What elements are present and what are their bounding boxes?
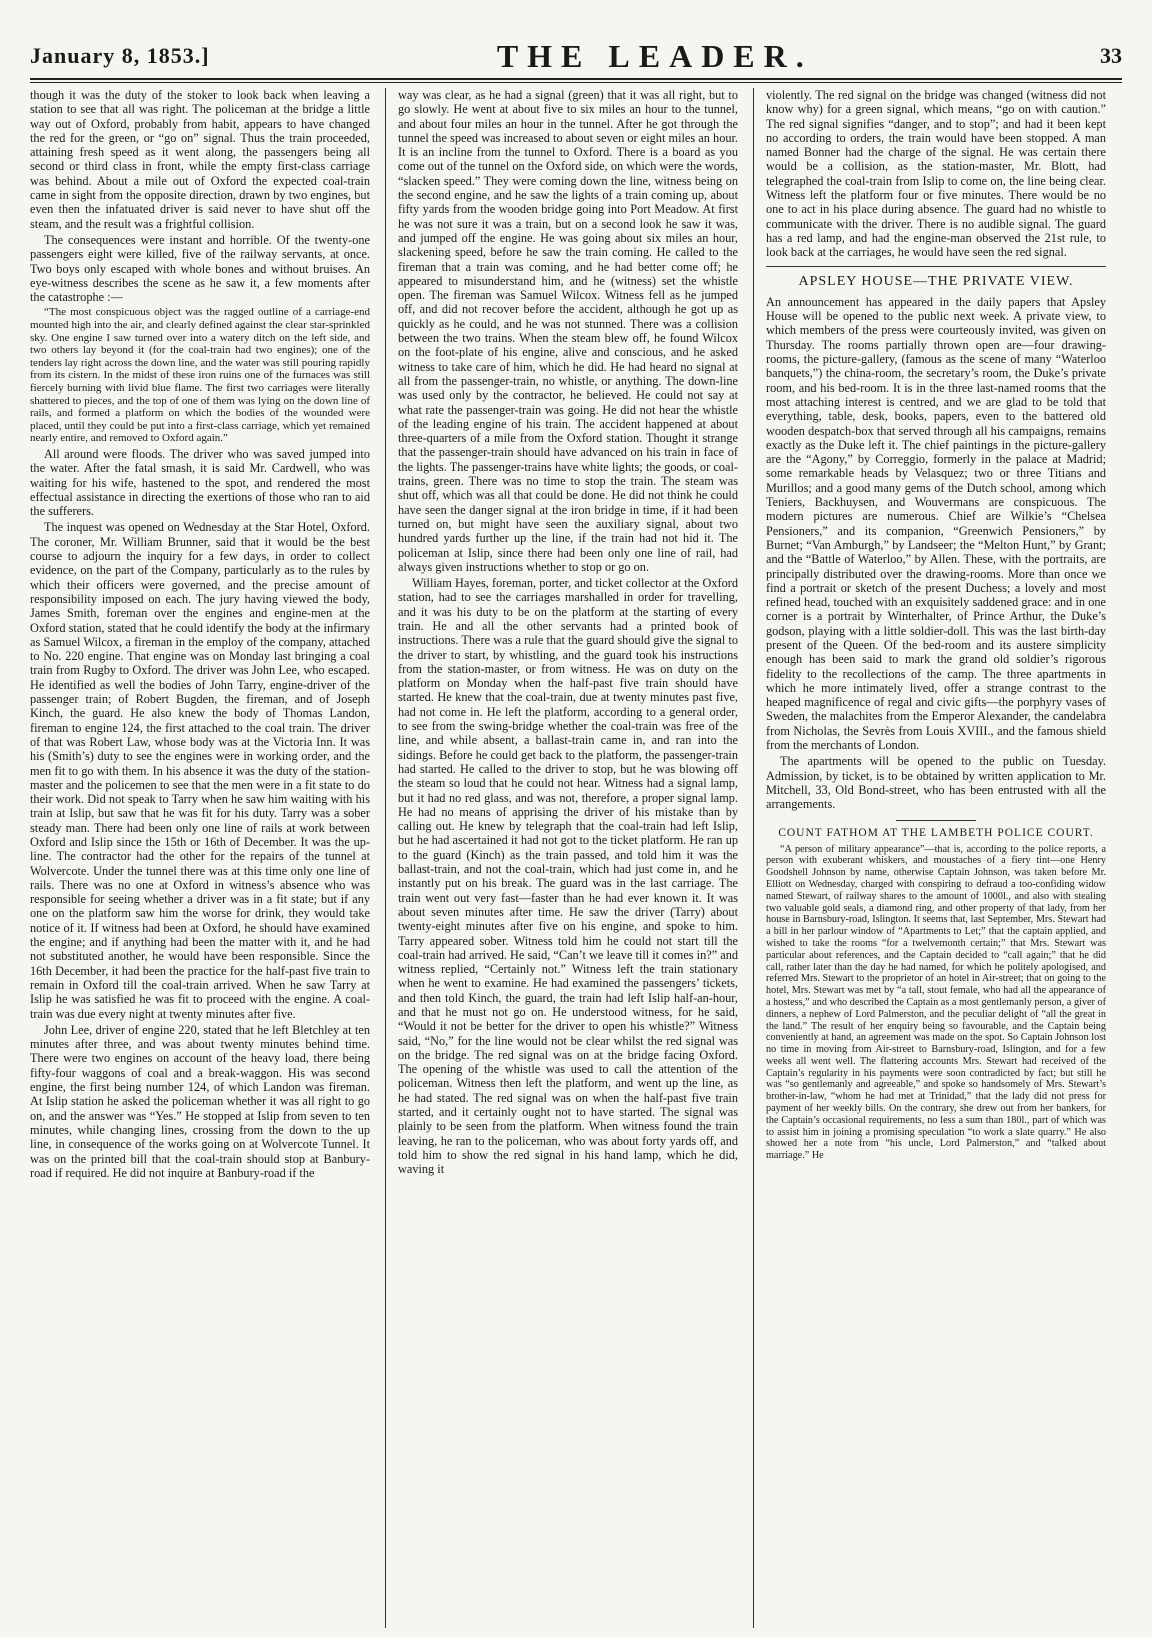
issue-date: January 8, 1853.] [30, 43, 210, 68]
col3-paragraph-4: “A person of military appearance”—that is, according to the police reports, a person with exuberant whiskers, and moustaches of a fiery tint—one Henry Goodshell Johnson by name, otherwise Captain Johnson, was taken before Mr. Elliott on Wednesday, charged with conspiring to defraud a too-confiding widow named Stewart, of railway shares to the amount of 1000l., and also with stealing two valuable gold seals, a diamond ring, and other property of that lady, from her house in Barnsbury-road, Islington. It seems that, last September, Mrs. Stewart had a bill in her parlour window of “Apartments to Let;” that the captain applied, and wished to take the rooms “for a twelvemonth certain;” that Mrs. Stewart was particular about references, and the Captain decided to “call again;” that he did call, rather later than the day he had named, for which he politely apologised, and referred Mrs. Stewart to the proprietor of an hotel in Air-street; that on going to the hotel, Mrs. Stewart was met by “a tall, stout female, who had all the appearance of a hostess,” and who described the Captain as a most gentlemanly person, a giver of dinners, a nephew of Lord Palmerston, and the peculiar delight of “all the great in the land.” The result of her enquiry being so favourable, and the Captain being conveniently at hand, an agreement was made on the spot. So Captain Johnson lost no time in moving from Air-street to Barnsbury-road, Islington, and for a few weeks all went well. The flattering accounts Mrs. Stewart had received of the Captain’s regularity in his payments were soon contradicted by fact; but still he was “so gentlemanly and agreeable,” and spoke so handsomely of Mrs. Stewart’s brother-in-law, “whom he had met at Trinidad,” that the lady did not press for payment of her weekly bills. On the contrary, she drew out from her bankers, for the Captain’s occasional requirements, no less a sum than 180l., part of which was to assist him in joining a promising speculation “to work a slate quarry.” He also showed her a note from “his uncle, Lord Palmerston,” and “talked about marriage.” He [766, 843, 1106, 1162]
col2-paragraph-2: William Hayes, foreman, porter, and ticket collector at the Oxford station, had to see the carriages marshalled in order for travelling, and it was his duty to be on the platform at the starting of every train. He and all the other servants had a printed book of instructions. There was a rule that the guard should give the signal to the driver to start, by whistling, and the guard took his instructions from the station-master, or from witness. He was on duty on the platform on Monday when the half-past five train should have started. He knew that the coal-train, due at twenty minutes past five, had not come in. He left the platform, according to a general order, to see from the swing-bridge whether the coal-train was free of the line, and while absent, a ballast-train came in, and ran into the sidings. Before he could get back to the platform, the passenger-train had started. He called to the driver to stop, but he was blowing off the steam so loud that he could not hear. Witness had a signal lamp, but it had no red glass, and was not, therefore, a proper signal lamp. He had no means of apprising the driver of his mistake than by calling out. He knew by telegraph that the coal-train had left Islip, but he had ascertained it had not got to the ticket platform. He ran up to the guard (Kinch) as the train passed, and told him it was the ballast-train, and not the coal-train, which had just come in, and he instantly put on his break. The guard was in the last carriage. The train went out very fast—faster than he had ever known it. It was about seven minutes after time. He saw the driver (Tarry) about twenty-eight minutes after five on his engine, and spoke to him. Tarry appeared sober. Witness told him he could not start till the coal-train had arrived. He said, “Can’t we leave till it comes in?” and witness replied, “Certainly not.” Witness left the train stationary when he went to examine. He had examined the passengers’ tickets, and then told Kinch, the guard, the train had left Islip half-an-hour, and that he must not go on. He understood witness, for he said, “Would it not be better for the driver to open his whistle?” Witness said, “No,” for the line would not be clear whilst the red signal was on the bridge. The red signal was on at the bridge facing Oxford. The opening of the whistle was used to call the attention of the policeman. Witness then left the platform, and went up the line, as he had stated. The red signal was on when the half-past five train started, and it certainly ought not to have started. The signal was plainly to be seen from the platform. When witness found the train leaving, he ran to the policeman, who was about forty yards off, and told him to show the red signal in his hand lamp, which he did, waving it [398, 576, 738, 1177]
article-columns [30, 88, 1122, 1628]
col1-paragraph-3: All around were floods. The driver who was saved jumped into the water. After the fatal smash, it is said Mr. Cardwell, who was waiting for his wife, hastened to the spot, and rendered the most effectual assistance in directing the exertions of those who ran to aid the sufferers. [30, 446, 370, 519]
apsley-house-heading: APSLEY HOUSE—THE PRIVATE VIEW. [798, 273, 1074, 289]
col3-paragraph-3: The apartments will be opened to the public on Tuesday. Admission, by ticket, is to be obtained by written application to Mr. Mitchell, 33, Old Bond-street, who has been entrusted with all the arrangements. [766, 754, 1106, 812]
column-divider-1 [385, 88, 386, 1628]
col1-paragraph-1: though it was the duty of the stoker to look back when leaving a station to see that all was right. The policeman at the bridge a little way out of Oxford, probably from habit, appears to have changed the red for the green, or “go on” signal. Thus the train proceeded, attaining fresh speed as it went along, the passengers being all second or third class in front, while the empty first-class carriage was behind. About a mile out of Oxford the expected coal-train came in sight from the opposite direction, drawn by two engines, but even then the infatuated driver is said never to have shut off the steam, and the result was a frightful collision. [30, 88, 370, 231]
masthead-rule-thin [30, 82, 1122, 83]
column-1 [30, 88, 370, 1628]
column-2 [398, 88, 738, 1628]
col1-paragraph-5: John Lee, driver of engine 220, stated that he left Bletchley at ten minutes after three, and was about twenty minutes behind time. There were two engines on account of the heavy load, there being fifty-four waggons of coal and a break-waggon. His was second engine, the first being number 124, of which Landon was fireman. At Islip station he asked the policeman whether it was all right to go on, and the answer was “Yes.” He stopped at Islip from seven to ten minutes, while changing lines, crossing from the down to the up line, in consequence of the works going on at Wolvercote Tunnel. It was on the printed bill that the coal-train should stop at Banbury-road if required. He did not inquire at Banbury-road if the [30, 1022, 370, 1180]
col1-paragraph-4: The inquest was opened on Wednesday at the Star Hotel, Oxford. The coroner, Mr. William Brunner, said that it would be the best course to adjourn the inquiry for a few days, in order to collect evidence, on the part of the Company, particularly as to the rules by which their officers were governed, and the precise amount of responsibility imposed on each. The jury having viewed the body, James Smith, foreman over the engines and engine-men at the Oxford station, stated that he could identify the body at the infirmary as Samuel Wilcox, a fireman in the employ of the company, attached to No. 220 engine. That engine was on Monday last bringing a coal train from Rugby to Oxford. The driver was John Lee, who escaped. He identified as well the bodies of John Tarry, engine-driver of the passenger train; of Robert Bugden, the fireman, and of Joseph Kinch, the guard. He also knew the body of Thomas Landon, fireman to engine 124, the first attached to the coal train. The driver of that was Robert Law, whose body was at the Victoria Inn. It was his (Smith’s) duty to see the engines were in working order, and the men fit to go with them. In his absence it was the duty of the station-master and the policemen to see that the men were in a fit state to do their work. Did not speak to Tarry when he saw him waiting with his train at Islip, but saw that he was fit for his duty. Tarry was a sober steady man. There had been only one line of rails at work between Oxford and Islip since the 15th or 16th of December. It was the up-line. The contractor had the other for the repairs of the tunnel at Wolvercote. Under the tunnel there was at this time only one line of rails. There was no one at Oxford in witness’s absence who was responsible for seeing whether a driver was in a fit state; but if any one on the platform saw him the worse for drink, they would take notice of it. If witness had been at Oxford, he should have examined the engine; and if anything had been the matter with it, and he had not substituted another, he would have been responsible. Since the 16th December, it had been the practice for the half-past five train to remain in Oxford till the coal-train arrived. When he saw Tarry at Islip he was satisfied he was fit to proceed with the engine. A coal-train was due every night at twenty minutes after five. [30, 520, 370, 1021]
column-divider-2 [753, 88, 754, 1628]
short-rule [896, 820, 976, 821]
newspaper-title: THE LEADER. [496, 37, 813, 74]
col1-paragraph-2: The consequences were instant and horrible. Of the twenty-one passengers eight were killed, five of the railway servants, at once. Two boys only escaped with whole bones and without bruises. An eye-witness describes the scene as he saw it, a few moments after the catastrophe :— [30, 232, 370, 305]
column-3 [766, 88, 1106, 1628]
eyewitness-quote: “The most conspicuous object was the ragged outline of a carriage-end mounted high into the air, and clearly defined against the clear star-sprinkled sky. One engine I saw turned over into a watery ditch on the left side, and two others lay beyond it (for the coal-train had two engines); one of the tenders lay right across the down line, and the water was still pouring rapidly from its cistern. In the midst of these iron ruins one of the furnaces was still fiercely burning with livid blue flame. The first two carriages were literally shattered to pieces, and the top of one of them was lying on the down line of rails, and formed a platform on which the bodies of the wounded were placed, until they could be put into a first-class carriage, which yet remained nearly entire, and removed to Oxford again.” [30, 306, 370, 445]
col2-paragraph-1: way was clear, as he had a signal (green) that it was all right, but to go slowly. He went at about five to six miles an hour to the tunnel, and about four miles an hour in the tunnel. After he got through the tunnel the speed was increased to about seven or eight miles an hour. It is an incline from the tunnel to Oxford. There is a board as you come out of the tunnel on the Oxford side, on which were the words, “slacken speed.” They were coming down the line, witness being on the second engine, and he saw the lights of a train coming up, about fifty yards from the wooden bridge going into Port Meadow. At first he was not sure it was a train, but on a second look he saw it was, and jumped off the engine. He was going about six miles an hour, slackening speed, before he saw the train coming. He called to the fireman that a train was coming, and he had better come off; he appeared to misunderstand him, and he (witness) set the whistle open. The fireman was Samuel Wilcox. Witness fell as he jumped off, and did not recover before the accident, although he got up as quickly as he could, and he was not stunned. There was a collision between the two trains. When the steam blew off, he found Wilcox on the foot-plate of his engine, alive and conscious, and he asked witness to take care of him, which he did. He had heard no signal at all from the passenger-train, no whistle, or anything. The down-line was used only by the contractor, he believed. He could not say at what rate the passenger-train was going. He did not hear the whistle of the leading engine of his train. The accident happened at about three-quarters of a mile from the Oxford station. Thought it strange that the passenger-train should have advanced on his train in face of the lights. The passenger-trains have white lights; the goods, or coal-trains, green. There was no time to stop the train. The steam was shut off, which was all that could be done. He did not think he could have seen the danger signal at the iron bridge in time, if it had been turned on, but might have seen the auxiliary signal, about two hundred yards further up the line, if the train had not hid it. The policeman at Islip, since there had been only one line of rail, had always given instructions whether to stop or go on. [398, 88, 738, 574]
col3-paragraph-2: An announcement has appeared in the daily papers that Apsley House will be opened to the public next week. A private view, to which members of the press were courteously invited, was given on Thursday. The rooms partially thrown open are—four drawing-rooms, the picture-gallery, (famous as the scene of many “Waterloo banquets,”) the china-room, the secretary’s room, the Duke’s private room, and his bed-room. It is in the three last-named rooms that the most attaching interest is centred, and we are glad to be told that everything, table, desk, books, papers, even to the battered old wooden despatch-box that served through all his campaigns, remains exactly as the Duke left it. The chief paintings in the picture-gallery are the “Agony,” by Correggio, formerly in the palace at Madrid; some remarkable heads by Velasquez; two or three Titians and Murillos; and a good many gems of the Dutch school, among which Teniers, Backhuysen, and Wouvermans are conspicuous. The modern pictures are numerous. Chief are Wilkie’s “Chelsea Pensioners,” and its companion, “Greenwich Pensioners,” by Burnet; “Van Amburgh,” by Landseer; the “Melton Hunt,” by Grant; and the “Battle of Waterloo,” by Allen. These, with the portraits, are principally distributed over the drawing-rooms. More than once we find a portrait or sketch of the present Duchess; a lovely and most refined head, touched with an exquisitely saddened grace: and in one corner is a portrait by Winterhalter, of Prince Arthur, the Duke’s godson, playing with a little soldier-doll. This was the last birth-day present of the Queen. Of the bed-room and its austere simplicity enough has been said to mark the grand old soldier’s rigorous fidelity to the recollections of the camp. The three apartments in which he more intimately lived, offer a strange contrast to the heaped magnificence of regal and civic gifts—the porphyry vases of Sweden, the malachites from the Emperor Alexander, the candelabra from Nicholas, the Sevrès from Louis XVIII., and the famous shield from the merchants of London. [766, 294, 1106, 753]
count-fathom-heading: COUNT FATHOM AT THE LAMBETH POLICE COURT. [778, 826, 1094, 839]
masthead-rule-thick [30, 78, 1122, 80]
page-number: 33 [1100, 43, 1122, 68]
col3-paragraph-1: violently. The red signal on the bridge was changed (witness did not know why) for a green signal, which means, “go on with caution.” The red signal signifies “danger, and to stop”; and had it been kept no according to orders, the train would have been stopped. A man named Bonner had the charge of the signal. He was certain there would be a collision, as the station-master, Mr. Blott, had telegraphed the coal-train from Islip to come on, the line being clear. Witness left the platform four or five minutes. There would be no one to act in his place during absence. The guard had no whistle to communicate with the driver. There is no audible signal. The guard has a red lamp, and had the engine-man observed the 21st rule, to look back at the carriages, he would have seen the red signal. [766, 88, 1106, 260]
masthead [30, 36, 1122, 76]
section-rule [766, 266, 1106, 267]
